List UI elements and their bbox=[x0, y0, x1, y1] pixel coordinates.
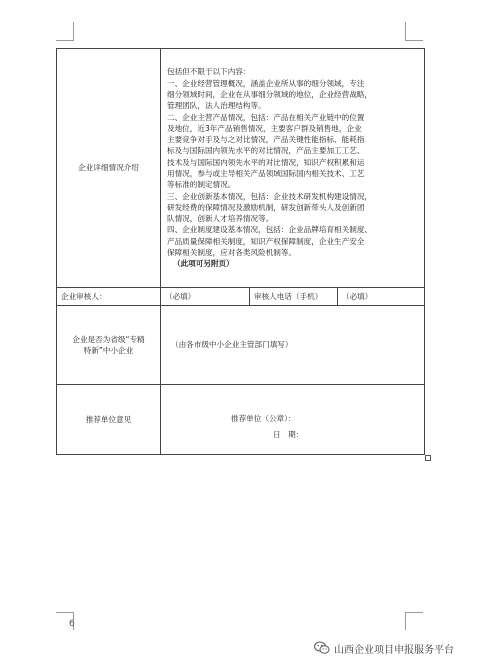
table-resize-handle[interactable] bbox=[425, 455, 431, 461]
wechat-icon bbox=[314, 641, 330, 655]
detail-label: 企业详细情况介绍 bbox=[57, 49, 161, 288]
reviewer-row bbox=[57, 288, 425, 306]
crop-mark-top-right-h bbox=[405, 40, 423, 41]
reviewer-label: 企业审核人： bbox=[57, 288, 161, 306]
detail-line: 队情况，创新人才培养情况等。 bbox=[167, 214, 274, 224]
crop-mark-bottom-right-h bbox=[405, 612, 423, 613]
detail-line: 保障相关制度，应对各类风险机制等。 bbox=[167, 248, 297, 258]
watermark bbox=[314, 640, 454, 656]
detail-content[interactable] bbox=[161, 49, 425, 288]
watermark-text: 山西企业项目申报服务平台 bbox=[334, 644, 454, 656]
detail-note: （此项可另附页） bbox=[173, 259, 234, 269]
detail-lines bbox=[167, 66, 420, 258]
detail-line: 用情况，参与或主导相关产品领域国际国内相关技术、工艺 bbox=[167, 169, 365, 178]
specialized-label-line-1: 企业是否为省级“专精 bbox=[72, 334, 145, 344]
specialized-note: （由各市级中小企业主管部门填写） bbox=[171, 340, 293, 350]
application-form-table bbox=[56, 48, 425, 455]
recommend-unit: 推荐单位（公章）： bbox=[231, 414, 296, 423]
recommend-field[interactable] bbox=[161, 385, 425, 455]
detail-line: 产品质量保障相关制度，知识产权保障制度，企业生产安全 bbox=[167, 236, 365, 246]
specialized-field[interactable] bbox=[161, 306, 425, 385]
recommend-date: 日 期： bbox=[273, 430, 304, 439]
recommend-label: 推荐单位意见 bbox=[57, 385, 161, 455]
crop-mark-bottom-left-h bbox=[56, 612, 74, 613]
detail-line: 四、企业制度建设基本情况，包括：企业品牌培育相关制度、 bbox=[167, 225, 373, 235]
recommend-row bbox=[57, 385, 425, 455]
detail-line: 研发经费的保障情况及激励机制，研发创新带头人及创新团 bbox=[167, 202, 365, 212]
phone-field[interactable]: （必填） bbox=[338, 288, 425, 306]
specialized-label-line-2: 特新”中小企业 bbox=[83, 346, 134, 355]
detail-line: 等标准的制定情况。 bbox=[167, 180, 236, 190]
crop-mark-top-left-v bbox=[73, 22, 74, 40]
detail-line: 三、企业创新基本情况，包括：企业技术研发机构建设情况， bbox=[167, 191, 373, 201]
detail-line: 二、企业主营产品情况，包括：产品在相关产业链中的位置 bbox=[167, 112, 365, 122]
detail-line: 标及与国际国内领先水平的对比情况，产品主要加工工艺、 bbox=[167, 146, 365, 156]
crop-mark-top-left-h bbox=[56, 40, 74, 41]
detail-row bbox=[57, 49, 425, 288]
detail-line: 管理团队，法人治理结构等。 bbox=[167, 101, 266, 111]
detail-line: 包括但不限于以下内容： bbox=[167, 67, 251, 77]
phone-label: 审核人电话（手机） bbox=[250, 288, 338, 306]
detail-line: 及地位，近3年产品销售情况，主要客户群及销售地，企业 bbox=[167, 123, 362, 133]
crop-mark-bottom-right-v bbox=[405, 612, 406, 630]
detail-line: 一、企业经营管理概况，涵盖企业所从事的细分领域，专注 bbox=[167, 78, 365, 88]
specialized-row bbox=[57, 306, 425, 385]
page-number: 6 bbox=[69, 619, 75, 629]
detail-line: 技术及与国际国内领先水平的对比情况，知识产权积累和运 bbox=[167, 157, 365, 167]
crop-mark-top-right-v bbox=[405, 22, 406, 40]
specialized-label bbox=[57, 306, 161, 385]
reviewer-field[interactable]: （必填） bbox=[161, 288, 250, 306]
detail-line: 主要竞争对手及与之对比情况，产品关键性能指标、能耗指 bbox=[167, 135, 365, 145]
detail-line: 细分领域时间，企业在从事细分领域的地位，企业经营战略， bbox=[167, 89, 373, 99]
